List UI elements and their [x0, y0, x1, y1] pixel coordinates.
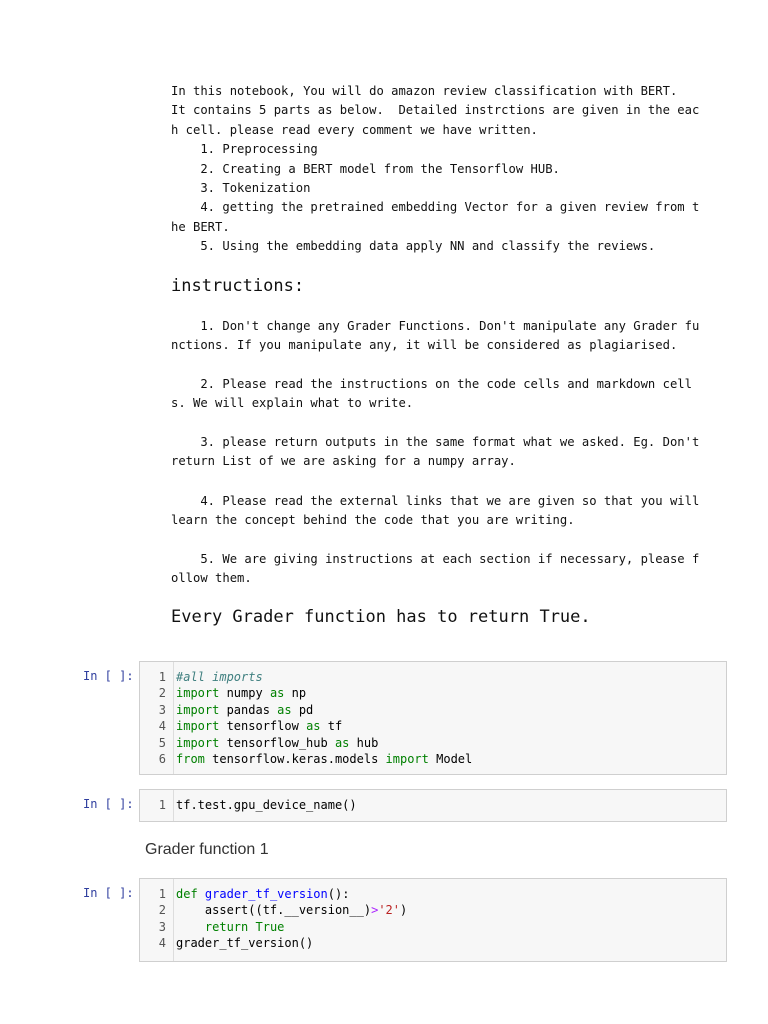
code-token: pandas: [219, 702, 278, 717]
code-token: import: [176, 719, 220, 734]
intro-line: 1. Preprocessing: [200, 142, 318, 157]
line-number: 4: [158, 719, 166, 734]
code-line: [140, 718, 726, 734]
code-text: [176, 718, 342, 734]
code-token: grader_tf_version(): [176, 936, 314, 951]
instruction-item-4: 4. Please read the external links that we are given so that you will learn the concept behind the code that you are writing.: [171, 494, 700, 528]
intro-line: In this notebook, You will do amazon review classification with BERT.: [171, 84, 678, 98]
code-token: tensorflow: [219, 719, 307, 734]
code-token: True: [255, 919, 285, 934]
code-token: tensorflow.keras.models: [204, 751, 386, 766]
grader-note: Every Grader function has to return True.: [171, 607, 591, 627]
code-token: [176, 920, 205, 934]
code-text: [176, 669, 263, 685]
code-token: [198, 887, 205, 901]
code-line: [140, 702, 726, 718]
line-number: 2: [158, 903, 166, 918]
cell-prompt: In [ ]:: [83, 669, 134, 683]
code-cell-grader-tf-version[interactable]: [139, 878, 727, 962]
code-cell-imports[interactable]: [139, 661, 727, 775]
code-line: [140, 797, 726, 813]
code-token: np: [284, 686, 307, 701]
code-line: [140, 735, 726, 751]
code-line: [140, 886, 726, 902]
code-token: ():: [327, 887, 350, 901]
code-token: tf: [320, 719, 343, 734]
code-token: tf.test.gpu_device_name(): [176, 798, 357, 812]
instruction-item-1: 1. Don't change any Grader Functions. Don't manipulate any Grader fu nctions. If you manipulate any, it will be considered as plagiarised.: [171, 319, 700, 353]
code-line: [140, 685, 726, 701]
code-token: as: [269, 686, 285, 701]
code-token: import: [176, 702, 220, 717]
instructions-heading: instructions:: [171, 276, 305, 296]
code-text: [176, 751, 472, 767]
code-token: def: [176, 887, 198, 901]
intro-line: 4. getting the pretrained embedding Vector for a given review from t: [200, 200, 700, 215]
code-token: import: [385, 751, 429, 766]
instruction-item-2: 2. Please read the instructions on the code cells and markdown cell s. We will explain what to write.: [171, 377, 692, 411]
instruction-item-5: 5. We are giving instructions at each section if necessary, please f ollow them.: [171, 552, 700, 586]
intro-text: [171, 82, 699, 257]
code-token: '2': [378, 903, 400, 918]
code-token: import: [176, 735, 220, 750]
code-token: return: [204, 919, 249, 934]
instruction-item-3: 3. please return outputs in the same format what we asked. Eg. Don't return List of we are asking for a numpy array.: [171, 435, 700, 469]
line-number: 1: [158, 798, 166, 812]
line-number: 3: [158, 702, 166, 717]
code-line: [140, 669, 726, 685]
code-text: [176, 685, 306, 701]
grader-function-heading: Grader function 1: [145, 841, 269, 858]
line-number: 1: [158, 887, 166, 901]
code-token: #all imports: [176, 670, 263, 684]
cell-prompt: In [ ]:: [83, 886, 134, 900]
line-number: 5: [158, 735, 166, 750]
code-text: [176, 902, 407, 918]
code-token: ): [400, 903, 408, 918]
code-line: [140, 919, 726, 935]
code-text: [176, 797, 357, 813]
intro-line: h cell. please read every comment we have written.: [171, 122, 538, 137]
code-line: [140, 935, 726, 951]
code-token: numpy: [219, 686, 270, 701]
code-token: tensorflow_hub: [219, 735, 335, 750]
line-number: 1: [158, 670, 166, 684]
intro-line: 3. Tokenization: [200, 181, 311, 196]
cell-prompt: In [ ]:: [83, 797, 134, 811]
intro-line: It contains 5 parts as below. Detailed instrctions are given in the eac: [171, 103, 700, 118]
code-token: as: [277, 702, 292, 717]
code-token: assert((tf.__version__): [176, 903, 372, 918]
code-token: from: [176, 751, 205, 766]
code-token: hub: [349, 735, 379, 750]
code-text: [176, 886, 349, 902]
code-line: [140, 902, 726, 918]
code-token: [248, 920, 255, 934]
code-token: as: [334, 735, 350, 750]
line-number: 3: [158, 919, 166, 934]
code-cell-gpu-device[interactable]: [139, 789, 727, 822]
code-token: Model: [428, 751, 473, 766]
line-number: 6: [158, 751, 166, 766]
code-token: import: [176, 686, 220, 701]
code-token: as: [306, 719, 321, 734]
code-token: grader_tf_version: [204, 887, 328, 901]
code-text: [176, 702, 313, 718]
line-number: 4: [158, 936, 166, 951]
intro-line: 2. Creating a BERT model from the Tensorflow HUB.: [200, 161, 560, 176]
code-token: >: [371, 903, 379, 918]
intro-line: he BERT.: [171, 219, 230, 234]
code-text: [176, 919, 284, 935]
line-number: 2: [158, 686, 166, 701]
code-text: [176, 935, 313, 951]
code-line: [140, 751, 726, 767]
code-text: [176, 735, 378, 751]
intro-line: 5. Using the embedding data apply NN and classify the reviews.: [171, 239, 656, 254]
code-token: pd: [291, 702, 314, 717]
